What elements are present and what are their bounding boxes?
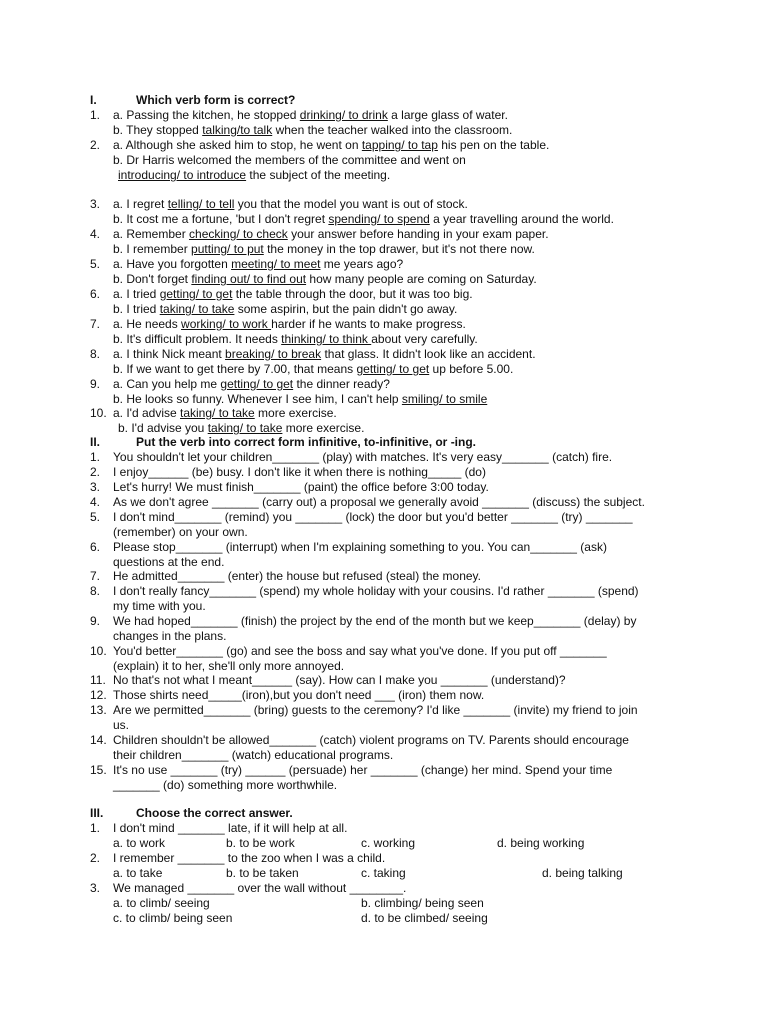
exercise-line: I don't mind_______ (remind) you _______ (lock) the door but you'd better _______ (try) _______ (113, 510, 633, 524)
sentence-text: a. Can you help me (113, 377, 221, 391)
sentence-text: a. I think Nick meant (113, 347, 226, 361)
question-text: I remember _______ to the zoo when I was a child. (113, 851, 386, 865)
option-c: c. to climb/ being seen (113, 911, 233, 925)
item-number: 14. (90, 733, 107, 747)
sentence-text: me years ago? (320, 257, 404, 271)
option-a: a. to take (113, 866, 163, 880)
verb-choice: smiling/ to smile (401, 392, 488, 406)
question-number: 1. (90, 821, 101, 835)
verb-choice: spending/ to spend (328, 212, 430, 226)
exercise-line (113, 138, 549, 153)
item-number: 12. (90, 688, 107, 702)
item-number: 1. (90, 450, 101, 464)
sentence-text: that glass. It didn't look like an accident. (321, 347, 536, 361)
exercise-line: Children shouldn't be allowed_______ (catch) violent programs on TV. Parents should encourage (113, 733, 629, 747)
sentence-text: a. Although she asked him to stop, he went on (113, 138, 362, 152)
item-number: 7. (90, 569, 101, 583)
item-number: 1. (90, 108, 101, 122)
exercise-line: As we don't agree _______ (carry out) a proposal we generally avoid _______ (discuss) the subject. (113, 495, 645, 509)
sentence-text: more exercise. (282, 421, 365, 435)
exercise-line: (explain) it to her, she'll only more annoyed. (113, 659, 345, 673)
exercise-line: No that's not what I meant______ (say). How can I make you _______ (understand)? (113, 673, 566, 687)
item-number: 4. (90, 227, 101, 241)
item-number: 10. (90, 644, 107, 658)
exercise-line (113, 392, 487, 407)
item-number: 5. (90, 510, 101, 524)
exercise-line (113, 153, 466, 168)
sentence-text: b. I remember (113, 242, 192, 256)
exercise-line: Those shirts need_____(iron),but you don't need ___ (iron) them now. (113, 688, 485, 702)
exercise-line (113, 362, 513, 377)
option-a: a. to work (113, 836, 166, 850)
sentence-text: b. It's difficult problem. It needs (113, 332, 282, 346)
exercise-line: Let's hurry! We must finish_______ (paint) the office before 3:00 today. (113, 480, 489, 494)
exercise-line (113, 317, 466, 332)
item-number: 11. (90, 673, 106, 687)
item-number: 4. (90, 495, 101, 509)
exercise-line (113, 242, 535, 257)
sentence-text: b. Don't forget (113, 272, 192, 286)
verb-choice: taking/ to take (207, 421, 283, 435)
exercise-line (118, 421, 364, 436)
exercise-line (113, 332, 478, 347)
item-number: 9. (90, 614, 101, 628)
item-number: 9. (90, 377, 101, 391)
sentence-text: b. It cost me a fortune, 'but I don't regret (113, 212, 329, 226)
item-number: 2. (90, 138, 101, 152)
item-number: 15. (90, 763, 107, 777)
sentence-text: a large glass of water. (387, 108, 508, 122)
item-number: 6. (90, 287, 101, 301)
exercise-line: Are we permitted_______ (bring) guests to the ceremony? I'd like _______ (invite) my friend to join (113, 703, 638, 717)
verb-choice: getting/ to get (356, 362, 430, 376)
sentence-text: up before 5.00. (429, 362, 514, 376)
sentence-text: about very carefully. (371, 332, 478, 346)
exercise-line: my time with you. (113, 599, 206, 613)
exercise-line: I don't really fancy_______ (spend) my whole holiday with your cousins. I'd rather _______ (spend) (113, 584, 639, 598)
item-number: 8. (90, 347, 101, 361)
sentence-text: b. They stopped (113, 123, 203, 137)
option-c: c. taking (361, 866, 406, 880)
sentence-text: harder if he wants to make progress. (271, 317, 466, 331)
section-3-heading: Choose the correct answer. (136, 806, 293, 820)
exercise-line (113, 212, 614, 227)
sentence-text: a. Have you forgotten (113, 257, 232, 271)
option-b: b. climbing/ being seen (361, 896, 484, 910)
exercise-line: You shouldn't let your children_______ (play) with matches. It's very easy_______ (catch) fire. (113, 450, 613, 464)
exercise-line (113, 197, 468, 212)
sentence-text: b. I'd advise you (118, 421, 208, 435)
sentence-text: a year travelling around the world. (429, 212, 614, 226)
verb-choice: taking/ to take (180, 406, 255, 420)
exercise-line: It's no use _______ (try) ______ (persuade) her _______ (change) her mind. Spend your time (113, 763, 613, 777)
sentence-text: you that the model you want is out of stock. (234, 197, 468, 211)
exercise-line: questions at the end. (113, 555, 225, 569)
question-text: We managed _______ over the wall without ________. (113, 881, 407, 895)
exercise-line (118, 168, 390, 183)
sentence-text: b. Dr Harris welcomed the members of the committee and went on (113, 153, 466, 167)
option-c: c. working (361, 836, 416, 850)
item-number: 10. (90, 406, 107, 420)
sentence-text: more exercise. (254, 406, 337, 420)
item-number: 2. (90, 465, 101, 479)
sentence-text: a. I'd advise (113, 406, 180, 420)
sentence-text: his pen on the table. (437, 138, 550, 152)
section-2-roman: II. (90, 435, 101, 449)
sentence-text: a. I regret (113, 197, 168, 211)
section-2-heading: Put the verb into correct form infinitive, to-infinitive, or -ing. (136, 435, 477, 449)
section-3-roman: III. (90, 806, 104, 820)
sentence-text: a. I tried (113, 287, 160, 301)
verb-choice: breaking/ to break (225, 347, 322, 361)
item-number: 8. (90, 584, 101, 598)
option-d: d. to be climbed/ seeing (361, 911, 488, 925)
item-number: 6. (90, 540, 101, 554)
verb-choice: taking/ to take (159, 302, 235, 316)
item-number: 3. (90, 480, 101, 494)
sentence-text: the dinner ready? (293, 377, 390, 391)
verb-choice: telling/ to tell (167, 197, 235, 211)
option-a: a. to climb/ seeing (113, 896, 210, 910)
exercise-line (113, 108, 508, 123)
exercise-line: You'd better_______ (go) and see the boss and say what you've done. If you put off _______ (113, 644, 607, 658)
option-d: d. being talking (542, 866, 623, 880)
sentence-text: b. If we want to get there by 7.00, that means (113, 362, 357, 376)
item-number: 3. (90, 197, 101, 211)
sentence-text: some aspirin, but the pain didn't go away. (234, 302, 458, 316)
section-1-heading: Which verb form is correct? (136, 93, 296, 107)
sentence-text: a. He needs (113, 317, 182, 331)
option-d: d. being working (497, 836, 585, 850)
verb-choice: meeting/ to meet (231, 257, 321, 271)
verb-choice: thinking/ to think (281, 332, 372, 346)
exercise-line (113, 377, 390, 392)
exercise-line (113, 406, 337, 421)
verb-choice: working/ to work (181, 317, 272, 331)
exercise-line: _______ (do) something more worthwhile. (113, 778, 338, 792)
exercise-line: us. (113, 718, 130, 732)
sentence-text: the table through the door, but it was too big. (232, 287, 473, 301)
verb-choice: introducing/ to introduce (118, 168, 247, 182)
exercise-line (113, 347, 536, 362)
exercise-line (113, 302, 457, 317)
question-text: I don't mind _______ late, if it will help at all. (113, 821, 348, 835)
exercise-line: Please stop_______ (interrupt) when I'm explaining something to you. You can_______ (ask) (113, 540, 607, 554)
verb-choice: talking/to talk (202, 123, 273, 137)
exercise-line (113, 257, 403, 272)
verb-choice: getting/ to get (220, 377, 294, 391)
exercise-line: I enjoy______ (be) busy. I don't like it when there is nothing_____ (do) (113, 465, 486, 479)
verb-choice: checking/ to check (189, 227, 288, 241)
item-number: 5. (90, 257, 101, 271)
verb-choice: putting/ to put (191, 242, 264, 256)
exercise-line (113, 272, 537, 287)
sentence-text: the money in the top drawer, but it's not there now. (263, 242, 535, 256)
exercise-line (113, 287, 473, 302)
item-number: 7. (90, 317, 101, 331)
sentence-text: your answer before handing in your exam paper. (287, 227, 549, 241)
sentence-text: b. He looks so funny. Whenever I see him, I can't help (113, 392, 402, 406)
option-b: b. to be taken (226, 866, 299, 880)
exercise-line: We had hoped_______ (finish) the project by the end of the month but we keep_______ (delay) by (113, 614, 637, 628)
question-number: 3. (90, 881, 101, 895)
verb-choice: drinking/ to drink (299, 108, 388, 122)
exercise-line: their children_______ (watch) educational programs. (113, 748, 394, 762)
sentence-text: when the teacher walked into the classroom. (272, 123, 513, 137)
exercise-line: He admitted_______ (enter) the house but refused (steal) the money. (113, 569, 481, 583)
verb-choice: tapping/ to tap (361, 138, 438, 152)
exercise-line (113, 123, 512, 138)
exercise-line: (remember) on your own. (113, 525, 248, 539)
section-1-roman: I. (90, 93, 97, 107)
sentence-text: how many people are coming on Saturday. (306, 272, 537, 286)
exercise-line: changes in the plans. (113, 629, 227, 643)
verb-choice: finding out/ to find out (191, 272, 307, 286)
sentence-text: a. Remember (113, 227, 190, 241)
question-number: 2. (90, 851, 101, 865)
sentence-text: a. Passing the kitchen, he stopped (113, 108, 300, 122)
sentence-text: b. I tried (113, 302, 160, 316)
item-number: 13. (90, 703, 107, 717)
verb-choice: getting/ to get (159, 287, 233, 301)
sentence-text: the subject of the meeting. (246, 168, 391, 182)
exercise-line (113, 227, 549, 242)
option-b: b. to be work (226, 836, 295, 850)
